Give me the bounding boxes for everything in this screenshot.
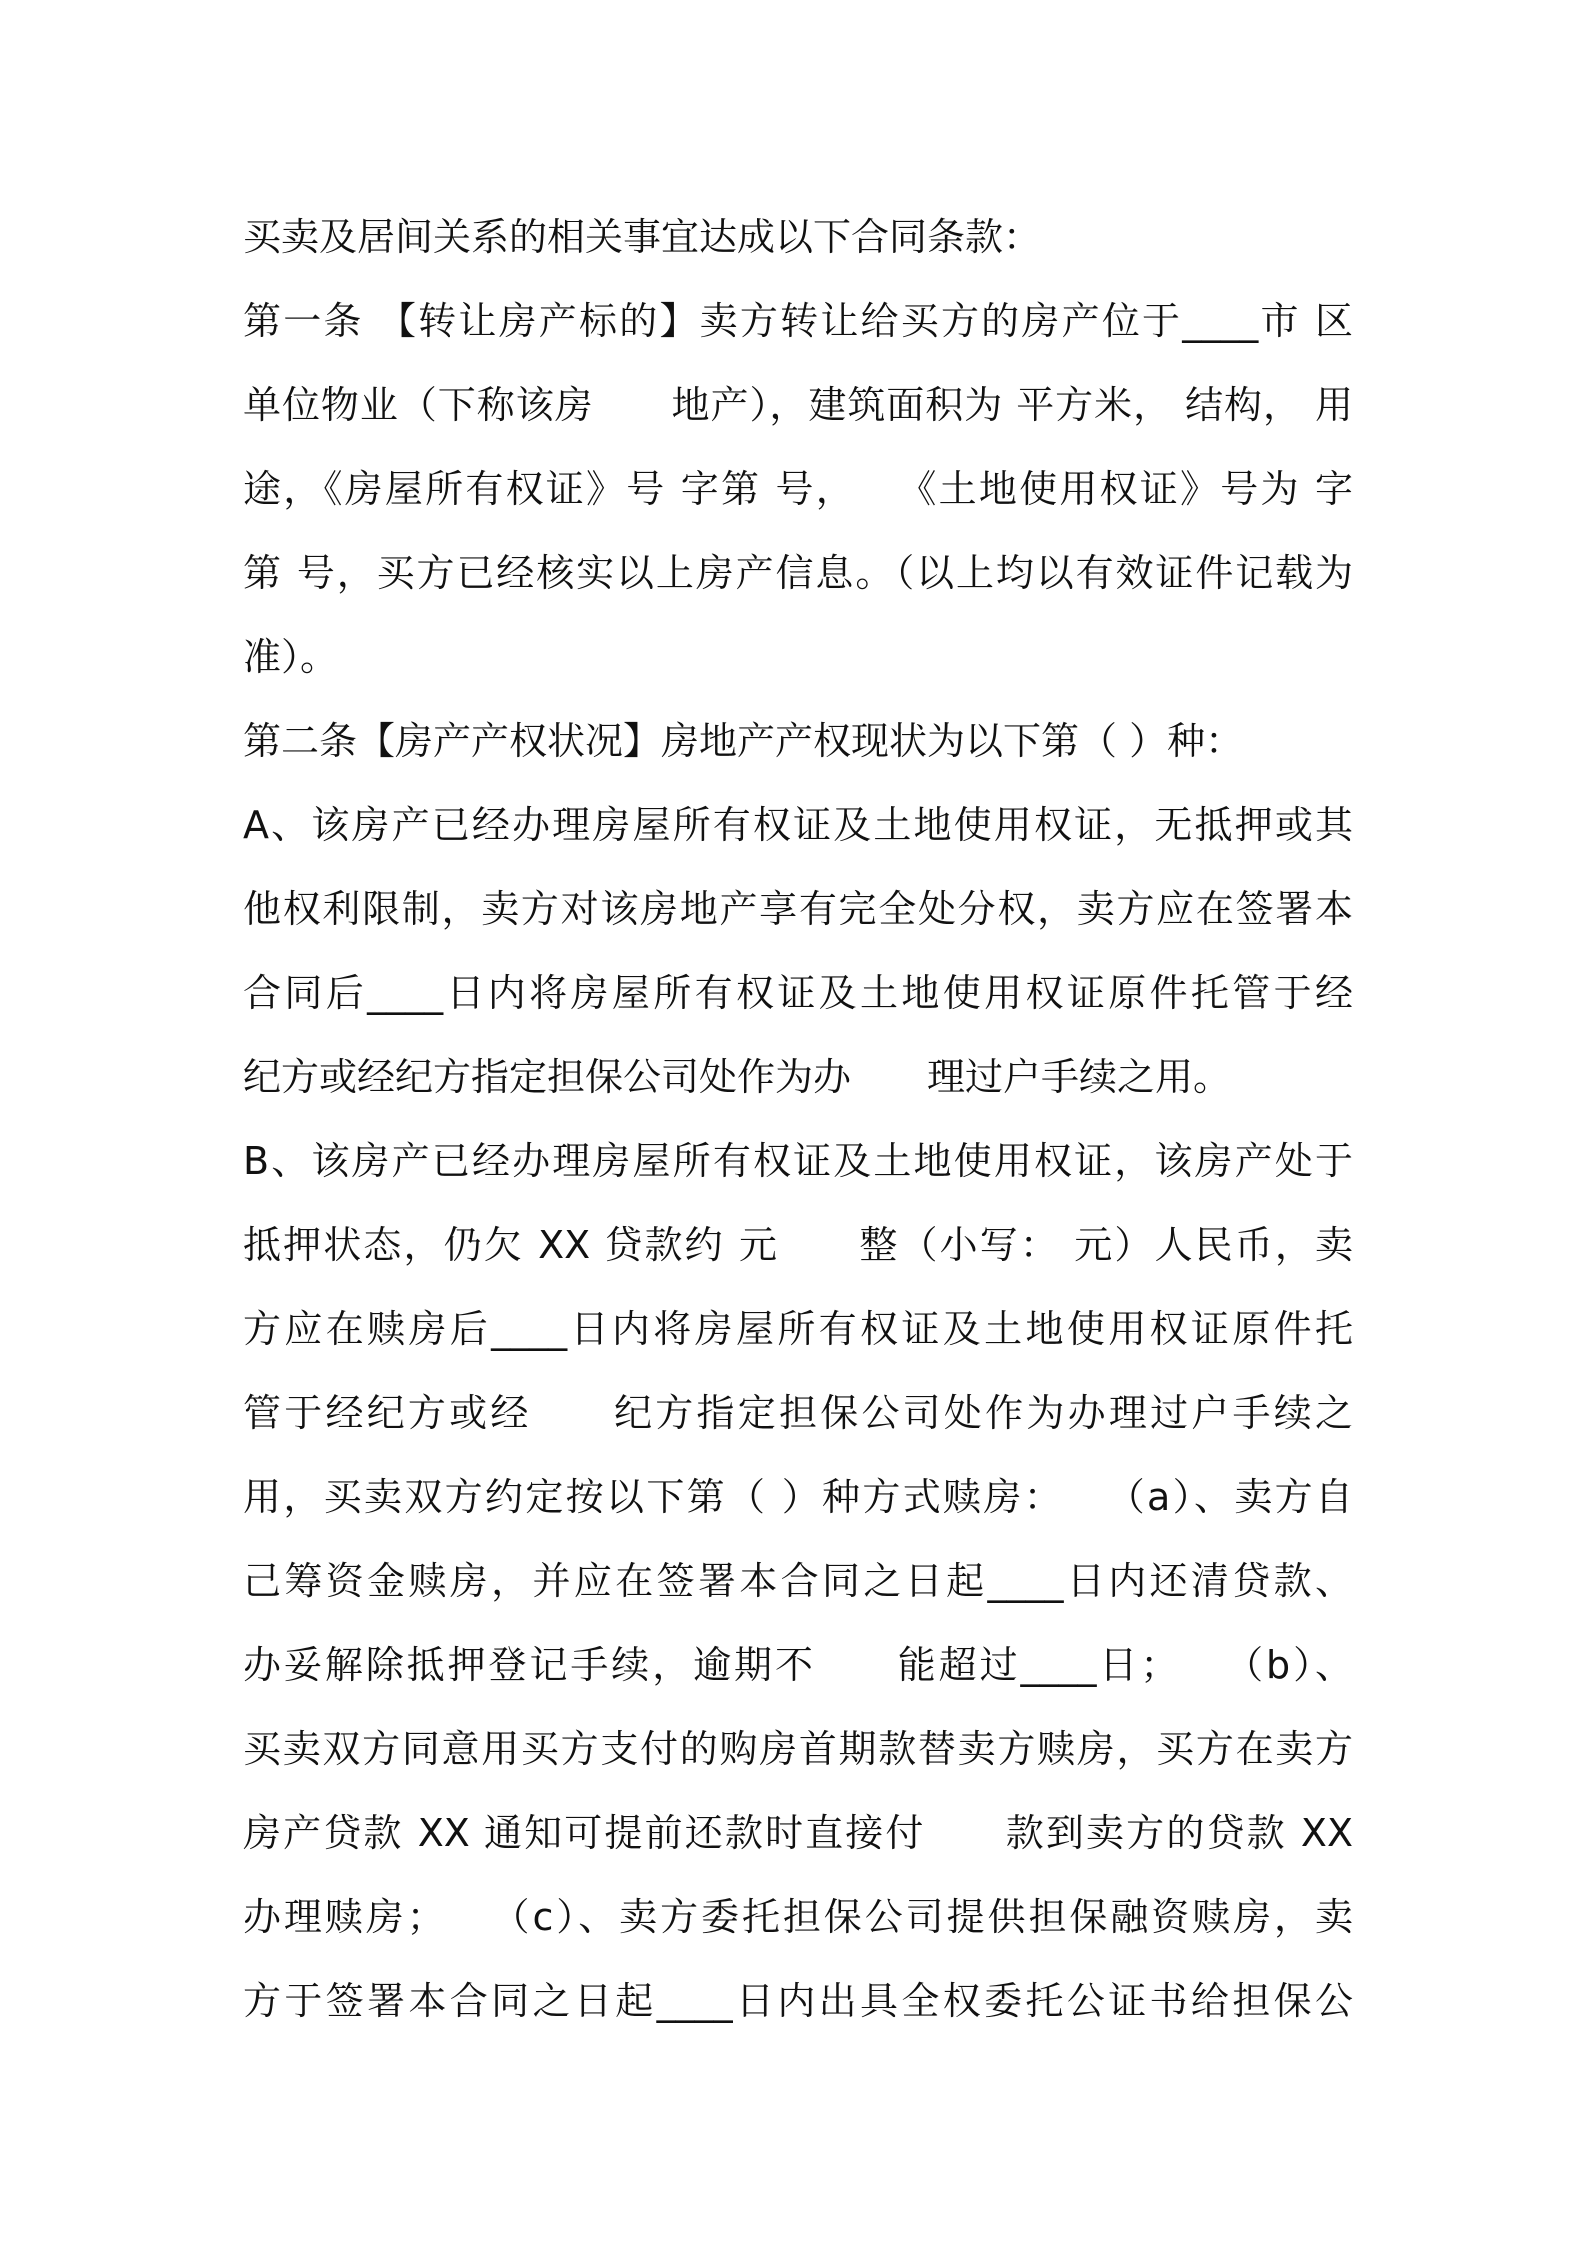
- text-line: 办理赎房； （c）、卖方委托担保公司提供担保融资赎房，卖: [243, 1895, 1353, 1939]
- text-line: 方于签署本合同之日起____日内出具全权委托公证书给担保公: [243, 1979, 1353, 2023]
- text-line: 第二条【房产产权状况】房地产产权现状为以下第（ ）种：: [243, 719, 1244, 763]
- text-line: 第 号，买方已经核实以上房产信息。（以上均以有效证件记载为: [243, 551, 1353, 595]
- text-line: 准）。: [243, 635, 339, 679]
- text-line: 他权利限制，卖方对该房地产享有完全处分权，卖方应在签署本: [243, 887, 1353, 931]
- text-line: 途，《房屋所有权证》号 字第 号， 《土地使用权证》号为 字: [243, 467, 1353, 511]
- text-line: 抵押状态，仍欠 XX 贷款约 元 整（小写： 元）人民币，卖: [243, 1223, 1353, 1267]
- text-line: 己筹资金赎房，并应在签署本合同之日起____日内还清贷款、: [243, 1559, 1353, 1603]
- text-line: 第一条 【转让房产标的】卖方转让给买方的房产位于____市 区: [243, 299, 1353, 343]
- text-line: 管于经纪方或经 纪方指定担保公司处作为办理过户手续之: [243, 1391, 1353, 1435]
- text-line: 买卖双方同意用买方支付的购房首期款替卖方赎房，买方在卖方: [243, 1727, 1353, 1771]
- text-line: 纪方或经纪方指定担保公司处作为办 理过户手续之用。: [243, 1055, 1232, 1099]
- text-line: 办妥解除抵押登记手续，逾期不 能超过____日； （b）、: [243, 1643, 1353, 1687]
- text-line: 单位物业（下称该房 地产），建筑面积为 平方米， 结构， 用: [243, 383, 1353, 427]
- text-line: 用，买卖双方约定按以下第（ ）种方式赎房： （a）、卖方自: [243, 1475, 1353, 1519]
- text-line: B、该房产已经办理房屋所有权证及土地使用权证，该房产处于: [243, 1139, 1353, 1183]
- text-line: 买卖及居间关系的相关事宜达成以下合同条款：: [243, 215, 1042, 259]
- text-line: 方应在赎房后____日内将房屋所有权证及土地使用权证原件托: [243, 1307, 1353, 1351]
- contract-text: [243, 195, 1353, 2043]
- text-line: 合同后____日内将房屋所有权证及土地使用权证原件托管于经: [243, 971, 1353, 1015]
- text-line: A、该房产已经办理房屋所有权证及土地使用权证，无抵押或其: [243, 803, 1353, 847]
- text-line: 房产贷款 XX 通知可提前还款时直接付 款到卖方的贷款 XX: [243, 1811, 1353, 1855]
